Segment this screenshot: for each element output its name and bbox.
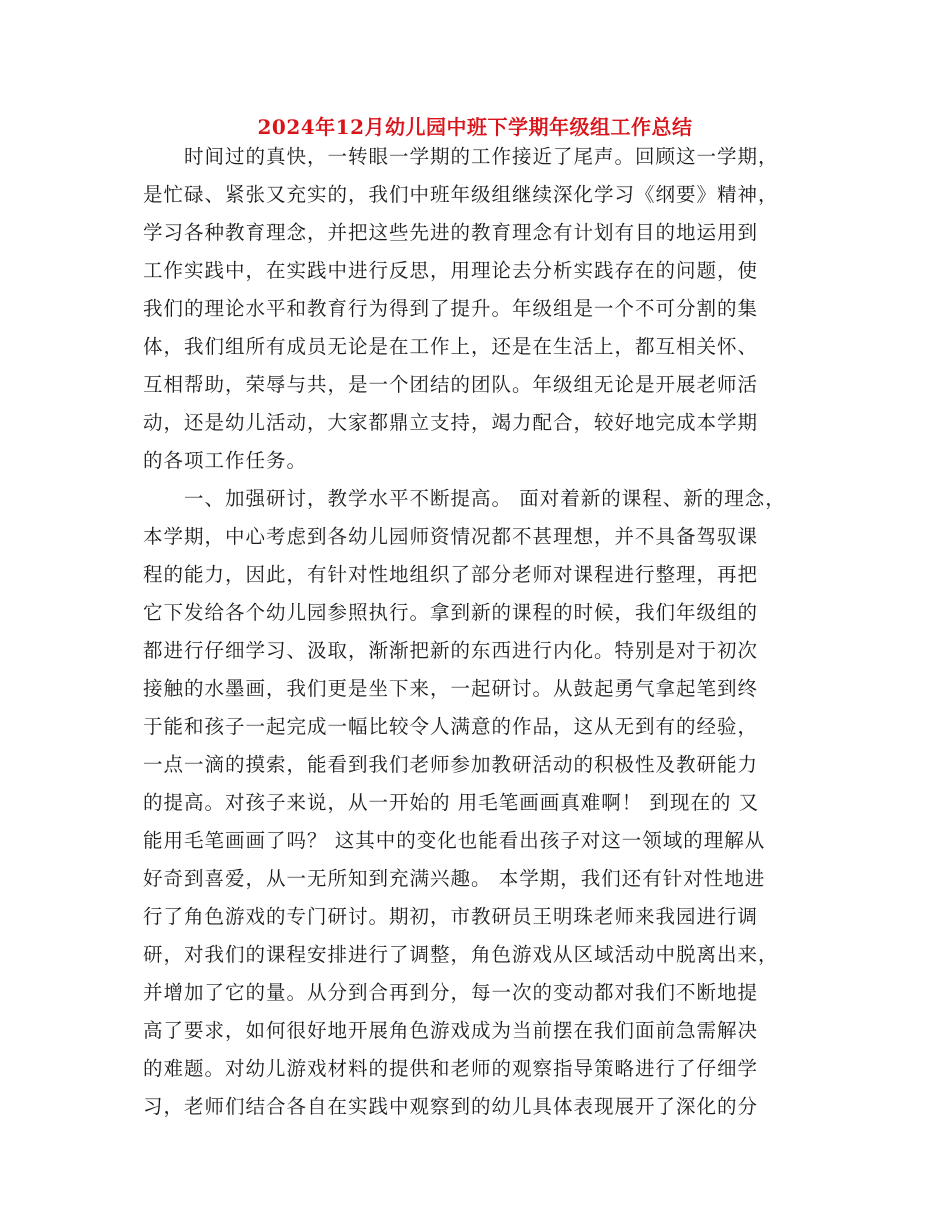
body-line-24: 高了要求，如何很好地开展角色游戏成为当前摆在我们面前急需解决: [143, 1019, 759, 1042]
body-line-8: 动，还是幼儿活动，大家都鼎立支持，竭力配合，较好地完成本学期: [143, 411, 759, 434]
document-title: 2024年12月幼儿园中班下学期年级组工作总结: [257, 115, 693, 139]
body-line-18: 的提高。对孩子来说，从一开始的 用毛笔画画真难啊！ 到现在的 又: [143, 791, 760, 814]
body-line-6: 体，我们组所有成员无论是在工作上，还是在生活上，都互相关怀、: [143, 335, 759, 358]
body-line-5: 我们的理论水平和教育行为得到了提升。年级组是一个不可分割的集: [143, 297, 759, 320]
body-line-21: 行了角色游戏的专门研讨。期初，市教研员王明珠老师来我园进行调: [143, 905, 759, 928]
body-line-2: 是忙碌、紧张又充实的，我们中班年级组继续深化学习《纲要》精神，: [143, 183, 779, 206]
body-line-20: 好奇到喜爱，从一无所知到充满兴趣。 本学期，我们还有针对性地进: [143, 867, 766, 890]
body-line-14: 都进行仔细学习、汲取，渐渐把新的东西进行内化。特别是对于初次: [143, 639, 759, 662]
body-line-16: 于能和孩子一起完成一幅比较令人满意的作品，这从无到有的经验，: [143, 715, 759, 738]
body-line-7: 互相帮助，荣辱与共，是一个团结的团队。年级组无论是开展老师活: [143, 373, 759, 396]
body-line-12: 程的能力，因此，有针对性地组织了部分老师对课程进行整理，再把: [143, 563, 759, 586]
body-line-19: 能用毛笔画画了吗？ 这其中的变化也能看出孩子对这一领域的理解从: [143, 829, 766, 852]
body-line-25: 的难题。对幼儿游戏材料的提供和老师的观察指导策略进行了仔细学: [143, 1057, 759, 1080]
body-line-22: 研，对我们的课程安排进行了调整，角色游戏从区域活动中脱离出来，: [143, 943, 779, 966]
body-line-11: 本学期，中心考虑到各幼儿园师资情况都不甚理想，并不具备驾驭课: [143, 525, 759, 548]
body-line-3: 学习各种教育理念，并把这些先进的教育理念有计划有目的地运用到: [143, 221, 759, 244]
body-line-17: 一点一滴的摸索，能看到我们老师参加教研活动的积极性及教研能力: [143, 753, 759, 776]
body-line-15: 接触的水墨画，我们更是坐下来，一起研讨。从鼓起勇气拿起笔到终: [143, 677, 759, 700]
body-line-4: 工作实践中，在实践中进行反思，用理论去分析实践存在的问题，使: [143, 259, 759, 282]
body-line-1: 时间过的真快，一转眼一学期的工作接近了尾声。回顾这一学期，: [143, 145, 779, 168]
body-line-26: 习，老师们结合各自在实践中观察到的幼儿具体表现展开了深化的分: [143, 1095, 759, 1118]
body-line-9: 的各项工作任务。: [143, 449, 308, 472]
body-line-13: 它下发给各个幼儿园参照执行。拿到新的课程的时候，我们年级组的: [143, 601, 759, 624]
body-line-10: 一、加强研讨，教学水平不断提高。 面对着新的课程、新的理念，: [143, 487, 786, 510]
body-line-23: 并增加了它的量。从分到合再到分，每一次的变动都对我们不断地提: [143, 981, 759, 1004]
